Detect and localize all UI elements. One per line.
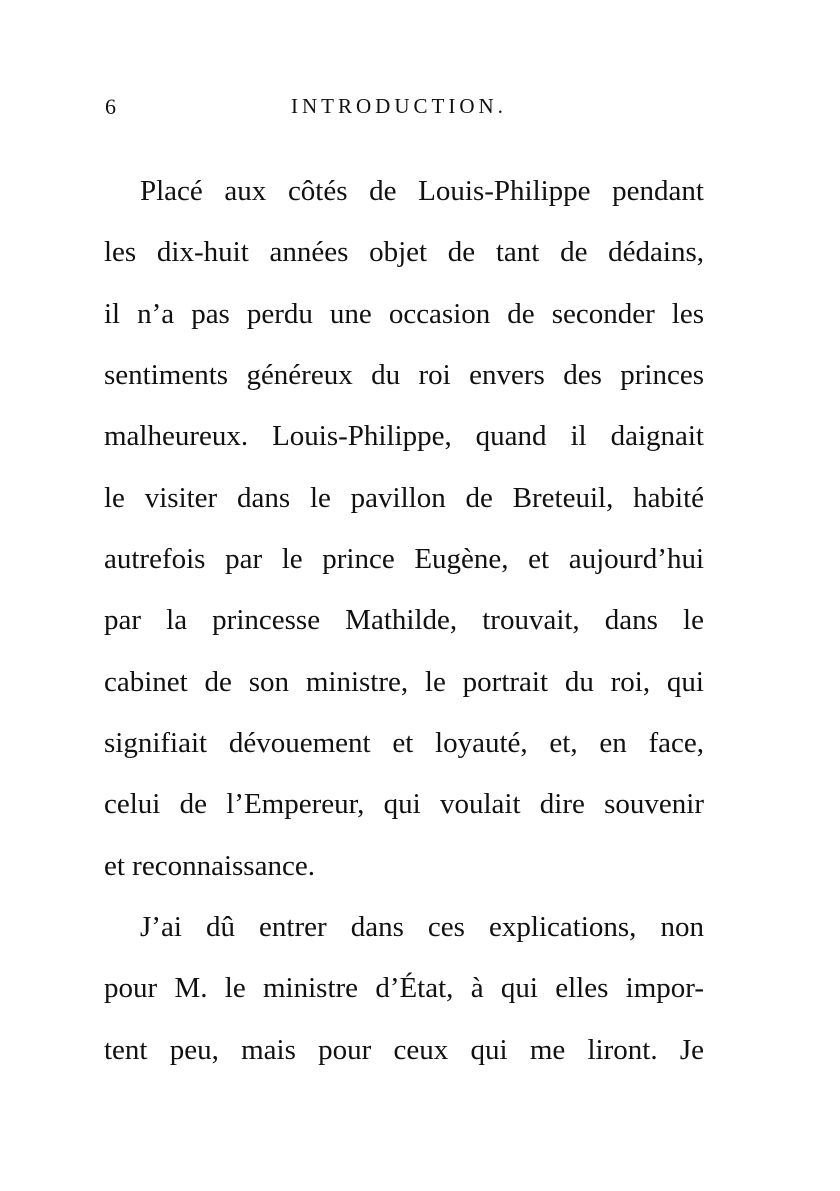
text-line: cabinet de son ministre, le portrait du roi, qui xyxy=(104,666,704,698)
page-number: 6 xyxy=(105,94,116,119)
text-line: il n’a pas perdu une occasion de seconder les xyxy=(104,298,704,330)
text-line: le visiter dans le pavillon de Breteuil, habité xyxy=(104,482,704,514)
text-line: et reconnaissance. xyxy=(104,850,315,882)
running-title: INTRODUCTION. xyxy=(291,94,507,118)
text-line: autrefois par le prince Eugène, et aujourd’hui xyxy=(104,543,704,575)
text-line: J’ai dû entrer dans ces explications, non xyxy=(140,911,704,943)
text-line: par la princesse Mathilde, trouvait, dans le xyxy=(104,604,704,636)
running-header xyxy=(105,94,700,128)
text-line: pour M. le ministre d’État, à qui elles impor- xyxy=(104,972,704,1004)
text-line: sentiments généreux du roi envers des princes xyxy=(104,359,704,391)
text-line: Placé aux côtés de Louis-Philippe pendant xyxy=(140,175,704,207)
text-line: tent peu, mais pour ceux qui me liront. Je xyxy=(104,1034,704,1066)
text-line: signifiait dévouement et loyauté, et, en face, xyxy=(104,727,704,759)
text-line: les dix-huit années objet de tant de dédains, xyxy=(104,236,704,268)
text-line: malheureux. Louis-Philippe, quand il daignait xyxy=(104,420,704,452)
text-line: celui de l’Empereur, qui voulait dire souvenir xyxy=(104,788,704,820)
